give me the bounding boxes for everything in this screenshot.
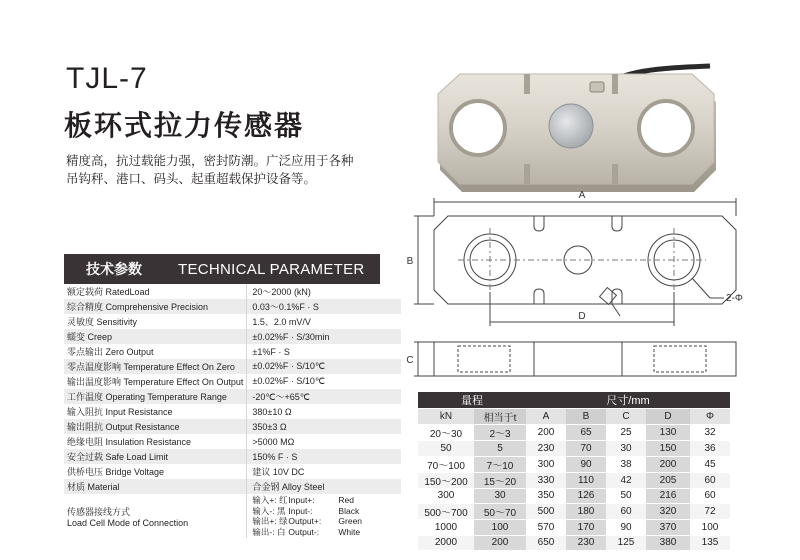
description-line-1: 精度高，抗过载能力强，密封防潮。广泛应用于各种	[66, 153, 354, 168]
table-row	[64, 344, 401, 359]
cell: 125	[606, 535, 646, 551]
product-description	[66, 152, 386, 188]
param-value: ±0.02%F · S/10℃	[247, 359, 402, 374]
param-label: 综合精度 Comprehensive Precision	[64, 299, 247, 314]
wire-en: Input-:	[288, 505, 313, 516]
table-row	[64, 389, 401, 404]
table-row	[64, 299, 401, 314]
cell: 36	[690, 441, 730, 457]
cell: 100	[474, 520, 526, 536]
param-value: 合金钢 Alloy Steel	[247, 479, 402, 494]
cell: 100	[690, 520, 730, 536]
cell: 230	[566, 535, 606, 551]
param-value: ±1%F · S	[252, 346, 290, 357]
connection-label-cn: 传感器接线方式	[67, 506, 131, 517]
dim-label-phi: 2-Φ	[726, 293, 743, 304]
param-label: 输入阻抗 Input Resistance	[64, 404, 247, 419]
table-row-connection	[64, 494, 401, 538]
table-row	[418, 441, 730, 457]
param-label: 供桥电压 Bridge Voltage	[64, 464, 247, 479]
cell: 60	[606, 504, 646, 520]
cell: 5	[474, 441, 526, 457]
param-value: 0.03～0.1%F · S	[247, 299, 402, 314]
cell: 7～10	[474, 456, 526, 472]
cell: 150～200	[418, 472, 474, 488]
wire-en: Output+:	[288, 516, 322, 526]
cell: 50	[606, 488, 646, 504]
wire-cn: 输入+: 红	[252, 495, 288, 505]
param-value: 350±3 Ω	[247, 419, 402, 434]
cell: 200	[474, 535, 526, 551]
header-size: 尺寸/mm	[526, 392, 730, 409]
cell: 65	[566, 425, 606, 441]
dimension-drawing	[406, 186, 766, 386]
cell: 90	[606, 520, 646, 536]
cell: 50	[418, 441, 474, 457]
col-c: C	[606, 409, 646, 425]
connection-value	[247, 494, 402, 538]
table-row	[64, 404, 401, 419]
technical-parameter-header	[64, 254, 380, 284]
cell: 30	[474, 488, 526, 504]
connection-label	[64, 494, 247, 538]
product-model: TJL-7	[66, 62, 148, 95]
cell: 20～30	[418, 425, 474, 441]
wiring-list	[252, 495, 398, 537]
param-value: ±0.02%F · S/10℃	[252, 376, 325, 386]
cell: 38	[606, 456, 646, 472]
cell: 70	[566, 441, 606, 457]
description-line-2: 吊钩秤、港口、码头、起重超载保护设备等。	[66, 171, 317, 186]
cell: 350	[526, 488, 566, 504]
param-label: 零点温度影响 Temperature Effect On Zero	[64, 359, 247, 374]
dimension-table	[418, 392, 730, 551]
table-row	[64, 374, 401, 389]
cell: 300	[418, 488, 474, 504]
table-row	[418, 456, 730, 472]
wire-cn: 输入-: 黑	[252, 505, 286, 516]
table-row	[64, 359, 401, 374]
param-value: -20℃～+65℃	[247, 389, 402, 404]
param-label: 输出温度影响 Temperature Effect On Output	[64, 374, 247, 389]
param-label: 灵敏度 Sensitivity	[64, 314, 247, 329]
cell: 170	[566, 520, 606, 536]
table-row	[64, 284, 401, 299]
table-row	[418, 488, 730, 504]
dim-label-d: D	[578, 311, 586, 322]
technical-parameter-title-en: TECHNICAL PARAMETER	[178, 260, 365, 278]
param-value: >5000 MΩ	[252, 436, 295, 447]
cell: 500～700	[418, 504, 474, 520]
wire-en: Output-:	[288, 526, 320, 537]
table-header-row	[418, 392, 730, 409]
cell: 2～3	[474, 425, 526, 441]
cell: 30	[606, 441, 646, 457]
param-value: 150% F · S	[247, 449, 402, 464]
cell: 370	[646, 520, 690, 536]
table-row	[64, 329, 401, 344]
connection-label-en: Load Cell Mode of Connection	[67, 517, 189, 528]
table-row	[418, 535, 730, 551]
param-label: 绝缘电阻 Insulation Resistance	[64, 434, 247, 449]
technical-parameter-table	[64, 284, 401, 538]
technical-parameter-title-cn: 技术参数	[86, 262, 142, 278]
cell: 45	[690, 456, 730, 472]
param-label: 蠕变 Creep	[64, 329, 247, 344]
cell: 230	[526, 441, 566, 457]
wire-en: Input+:	[288, 495, 315, 505]
wire-color: Green	[338, 516, 363, 526]
header-range: 量程	[418, 392, 526, 409]
cell: 60	[690, 472, 730, 488]
cell: 300	[526, 456, 566, 472]
table-row	[64, 314, 401, 329]
col-d: D	[646, 409, 690, 425]
param-label: 工作温度 Operating Temperature Range	[64, 389, 247, 404]
cell: 60	[690, 488, 730, 504]
dim-label-c: C	[406, 355, 414, 366]
cell: 380	[646, 535, 690, 551]
cell: 570	[526, 520, 566, 536]
wire-color: Black	[338, 505, 360, 516]
cell: 650	[526, 535, 566, 551]
table-row	[64, 464, 401, 479]
cell: 50～70	[474, 504, 526, 520]
cell: 200	[646, 456, 690, 472]
cell: 15～20	[474, 472, 526, 488]
col-kn: kN	[418, 409, 474, 425]
param-value: 380±10 Ω	[252, 406, 292, 417]
param-label: 额定载荷 RatedLoad	[64, 284, 247, 299]
cell: 200	[526, 425, 566, 441]
wire-cn: 输出-: 白	[252, 526, 286, 537]
param-label: 零点输出 Zero Output	[64, 344, 247, 359]
cell: 42	[606, 472, 646, 488]
table-row	[64, 449, 401, 464]
wire-cn: 输出+: 绿	[252, 516, 288, 526]
cell: 150	[646, 441, 690, 457]
cell: 110	[566, 472, 606, 488]
cell: 25	[606, 425, 646, 441]
cell: 72	[690, 504, 730, 520]
cell: 500	[526, 504, 566, 520]
table-row	[418, 504, 730, 520]
col-a: A	[526, 409, 566, 425]
table-row	[64, 434, 401, 449]
cell: 126	[566, 488, 606, 504]
product-photo	[430, 60, 730, 200]
col-phi: Φ	[690, 409, 730, 425]
col-t: 相当于t	[474, 409, 526, 425]
wire-color: White	[338, 526, 361, 537]
table-row	[418, 472, 730, 488]
param-value: 1.5、2.0 mV/V	[252, 317, 311, 327]
cell: 2000	[418, 535, 474, 551]
param-label: 输出阻抗 Output Resistance	[64, 419, 247, 434]
cell: 135	[690, 535, 730, 551]
table-row	[64, 479, 401, 494]
dim-label-b: B	[406, 256, 414, 267]
dim-label-a: A	[578, 190, 586, 201]
table-row	[64, 419, 401, 434]
wire-color: Red	[338, 495, 354, 505]
cell: 32	[690, 425, 730, 441]
cell: 216	[646, 488, 690, 504]
param-value: 20～2000 (kN)	[252, 287, 311, 297]
col-b: B	[566, 409, 606, 425]
table-row	[418, 520, 730, 536]
product-title: 板环式拉力传感器	[64, 109, 305, 142]
cell: 90	[566, 456, 606, 472]
param-value: ±0.02%F · S/30min	[247, 329, 402, 344]
param-label: 材质 Material	[64, 479, 247, 494]
cell: 320	[646, 504, 690, 520]
table-row	[418, 425, 730, 441]
cell: 205	[646, 472, 690, 488]
table-subheader-row	[418, 409, 730, 425]
cell: 1000	[418, 520, 474, 536]
cell: 330	[526, 472, 566, 488]
param-value: 建议 10V DC	[252, 467, 305, 477]
cell: 180	[566, 504, 606, 520]
param-label: 安全过载 Safe Load Limit	[64, 449, 247, 464]
cell: 70～100	[418, 456, 474, 472]
cell: 130	[646, 425, 690, 441]
